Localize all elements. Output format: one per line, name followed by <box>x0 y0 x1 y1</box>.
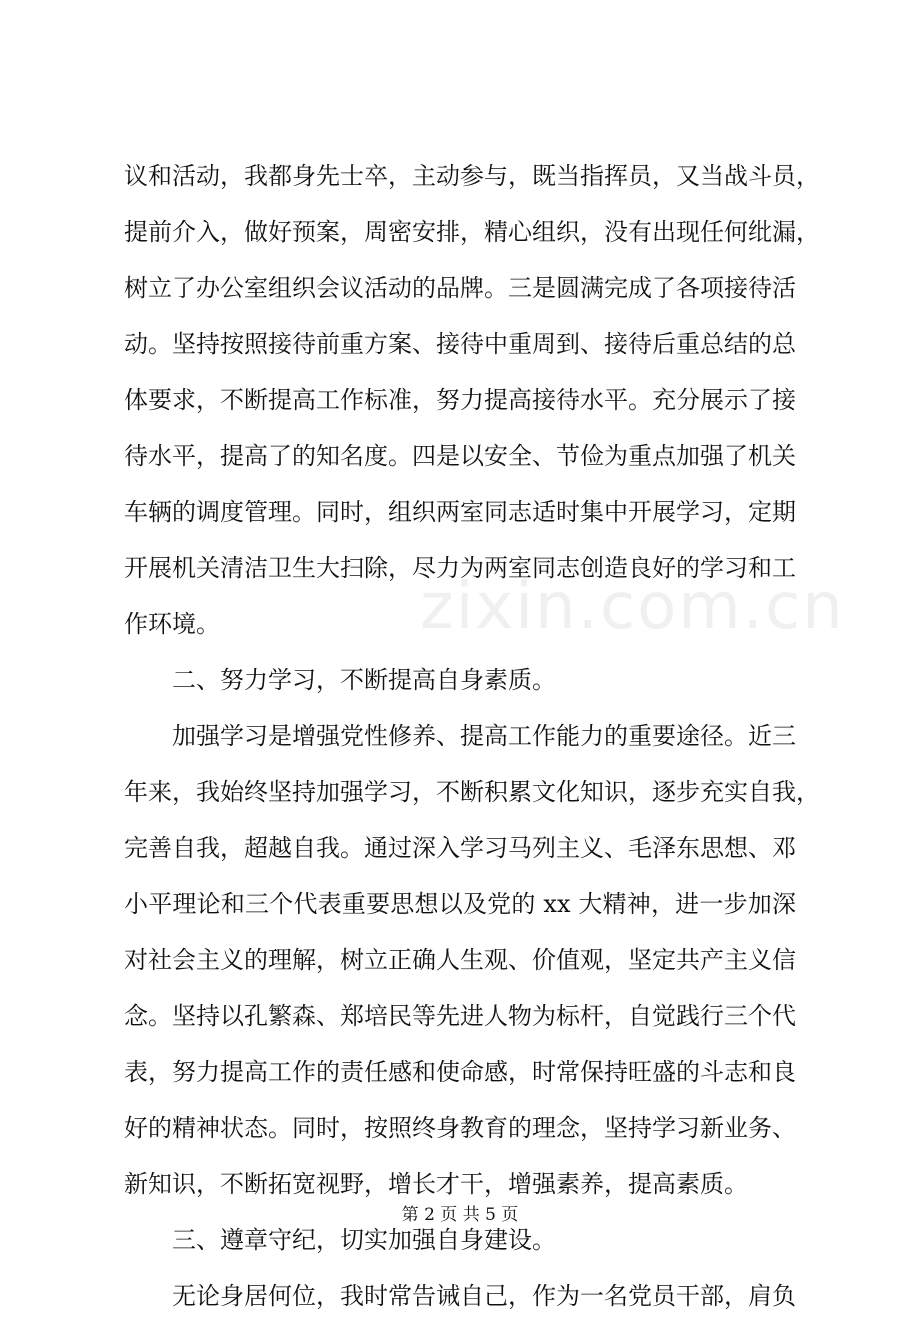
text-line: 加强学习是增强党性修养、提高工作能力的重要途径。近三 <box>172 722 796 750</box>
section-heading: 二、努力学习，不断提高自身素质。 <box>172 666 556 694</box>
text-line: 小平理论和三个代表重要思想以及党的 xx 大精神，进一步加深 <box>124 890 796 918</box>
text-line: 无论身居何位，我时常告诫自己，作为一名党员干部，肩负 <box>172 1282 796 1310</box>
section-heading: 三、遵章守纪，切实加强自身建设。 <box>172 1226 556 1254</box>
text-line: 议和活动，我都身先士卒，主动参与，既当指挥员，又当战斗员， <box>124 162 820 190</box>
text-line: 车辆的调度管理。同时，组织两室同志适时集中开展学习，定期 <box>124 498 796 526</box>
text-line: 完善自我，超越自我。通过深入学习马列主义、毛泽东思想、邓 <box>124 834 796 862</box>
text-line: 树立了办公室组织会议活动的品牌。三是圆满完成了各项接待活 <box>124 274 796 302</box>
text-line: 提前介入，做好预案，周密安排，精心组织，没有出现任何纰漏， <box>124 218 820 246</box>
text-line: 新知识，不断拓宽视野，增长才干，增强素养，提高素质。 <box>124 1170 748 1198</box>
watermark: zixin.com.cn <box>420 570 845 644</box>
document-body <box>124 148 820 1324</box>
text-line: 念。坚持以孔繁森、郑培民等先进人物为标杆，自觉践行三个代 <box>124 1002 796 1030</box>
text-line: 作环境。 <box>124 610 220 638</box>
text-line: 年来，我始终坚持加强学习，不断积累文化知识，逐步充实自我， <box>124 778 820 806</box>
text-line: 待水平，提高了的知名度。四是以安全、节俭为重点加强了机关 <box>124 442 796 470</box>
page-footer: 第 2 页 共 5 页 <box>401 1205 519 1225</box>
text-line: 对社会主义的理解，树立正确人生观、价值观，坚定共产主义信 <box>124 946 796 974</box>
text-line: 动。坚持按照接待前重方案、接待中重周到、接待后重总结的总 <box>124 330 796 358</box>
text-line: 开展机关清洁卫生大扫除，尽力为两室同志创造良好的学习和工 <box>124 554 796 582</box>
text-line: 好的精神状态。同时，按照终身教育的理念，坚持学习新业务、 <box>124 1114 796 1142</box>
text-line: 表，努力提高工作的责任感和使命感，时常保持旺盛的斗志和良 <box>124 1058 796 1086</box>
text-line: 体要求，不断提高工作标准，努力提高接待水平。充分展示了接 <box>124 386 796 414</box>
